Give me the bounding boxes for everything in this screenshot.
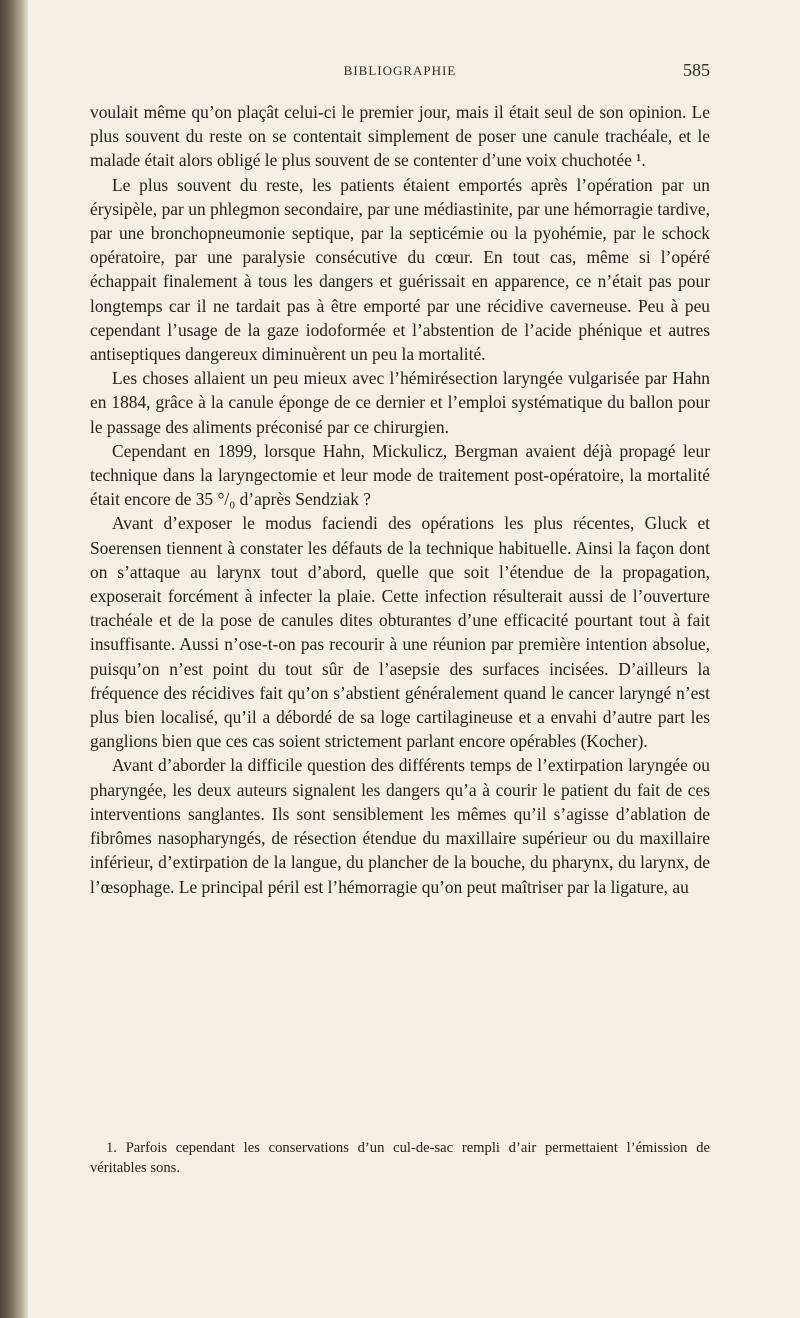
- paragraph: voulait même qu’on plaçât celui-ci le premier jour, mais il était seul de son opinion. Le plus souvent du reste on se contentait simplement de poser une canule trachéale, et le malade était alors obligé le plus souvent de se contenter d’une voix chuchotée ¹.: [90, 102, 710, 171]
- page-header: [90, 60, 710, 84]
- footnote: 1. Parfois cependant les conservations d’un cul-de-sac rempli d’air permettaient l’émission de véritables sons.: [90, 1140, 710, 1176]
- paragraph: Avant d’aborder la difficile question des différents temps de l’extirpation laryngée ou pharyngée, les deux auteurs signalent les dangers qu’a à courir le patient du fait de ces interventions sanglantes. Ils sont sensiblement les mêmes qu’il s’agisse d’ablation de fibrômes nasopharyngés, de résection étendue du maxillaire supérieur ou du maxillaire inférieur, d’extirpation de la langue, du plancher de la bouche, du pharynx, du larynx, de l’œsophage. Le principal péril est l’hémorragie qu’on peut maîtriser par la ligature, au: [90, 755, 710, 897]
- running-title: BIBLIOGRAPHIE: [343, 63, 457, 78]
- body-text: [90, 100, 710, 899]
- paragraph: Les choses allaient un peu mieux avec l’hémirésection laryngée vulgarisée par Hahn en 1884, grâce à la canule éponge de ce dernier et l’emploi systématique du ballon pour le passage des aliments préconisé par ce chirurgien.: [90, 368, 710, 437]
- paragraph: Le plus souvent du reste, les patients étaient emportés après l’opération par un érysipèle, par un phlegmon secondaire, par une médiastinite, par une hémorragie tardive, par une bronchopneumonie septique, par la septicémie ou la pyohémie, par le schock opératoire, par une paralysie consécutive du cœur. En tout cas, même si l’opéré échappait finalement à tous les dangers et guérissait en apparence, ce n’était pas pour longtemps car il ne tardait pas à être emporté par une récidive caverneuse. Peu à peu cependant l’usage de la gaze iodoformée et l’abstention de l’acide phénique et autres antiseptiques dangereux diminuèrent un peu la mortalité.: [90, 174, 710, 365]
- page-binding-shadow: [0, 0, 28, 1318]
- page-number: 585: [683, 60, 710, 80]
- paragraph: Avant d’exposer le modus faciendi des opérations les plus récentes, Gluck et Soerensen tiennent à constater les défauts de la technique habituelle. Ainsi la façon dont on s’attaque au larynx tout d’abord, quelle que soit l’étendue de la propagation, exposerait forcément à infecter la plaie. Cette infection résulterait aussi de l’ouverture trachéale et de la pose de canules dites obturantes d’une efficacité pourtant tout à fait insuffisante. Aussi n’ose-t-on pas recourir à une réunion par première intention absolue, puisqu’on n’est point du tout sûr de l’asepsie des surfaces incisées. D’ailleurs la fréquence des récidives fait qu’on s’abstient généralement quand le cancer laryngé n’est plus bien localisé, qu’il a débordé de sa loge cartilagineuse et a envahi d’autre part les ganglions bien que ces cas soient strictement parlant encore opérables (Kocher).: [90, 513, 710, 752]
- paragraph: Cependant en 1899, lorsque Hahn, Mickulicz, Bergman avaient déjà propagé leur technique dans la laryngectomie et leur mode de traitement post-opératoire, la mortalité était encore de 35 °/₀ d’après Sendziak ?: [90, 440, 710, 510]
